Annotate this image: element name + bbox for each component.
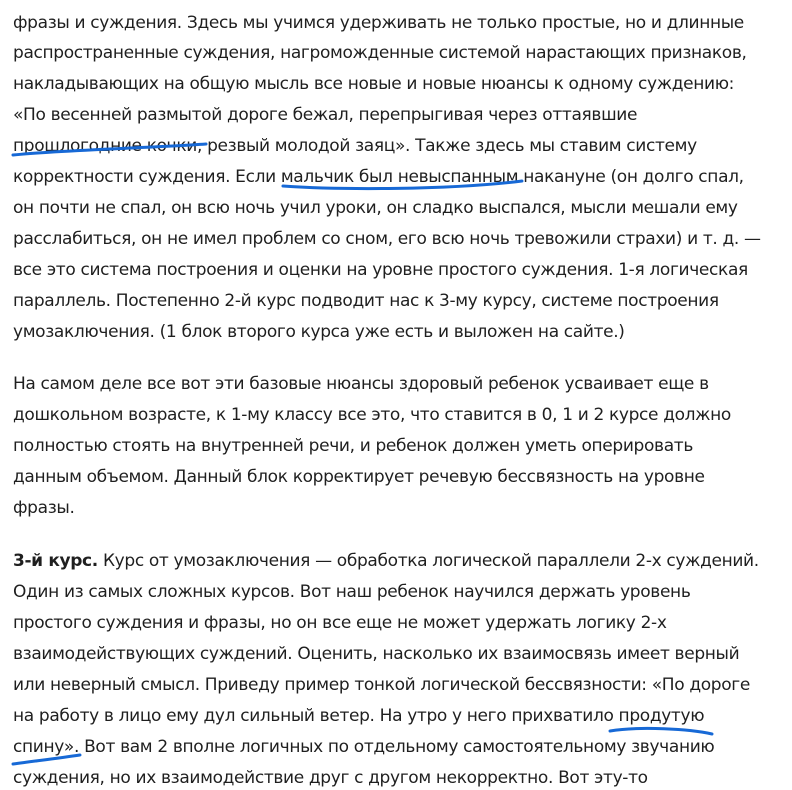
text-line: суждения, но их взаимодействие друг с другом некорректно. Вот эту-то [13,768,648,788]
text-line [13,550,759,572]
text-line: параллель. Постепенно 2-й курс подводит нас к 3-му курсу, системе построения [13,291,719,311]
text-line: накладывающих на общую мысль все новые и новые нюансы к одному суждению: [13,74,735,94]
underline-stroke-3 [610,728,712,734]
text-line: На самом деле все вот эти базовые нюансы здоровый ребенок усваивает еще в [13,374,709,394]
text-line: он почти не спал, он всю ночь учил уроки, он сладко выспался, мысли мешали ему [13,198,738,218]
text-line: корректности суждения. Если мальчик был невыспанным накануне (он долго спал, [13,167,744,187]
text-line: «По весенней размытой дороге бежал, перепрыгивая через оттаявшие [13,105,638,125]
text-line: дошкольном возрасте, к 1-му классу все это, что ставится в 0, 1 и 2 курсе должно [13,405,731,425]
heading-rest: Курс от умозаключения — обработка логической параллели 2-х суждений. [97,551,759,571]
text-line: распространенные суждения, нагроможденные системой нарастающих признаков, [13,43,747,63]
text-line: расслабиться, он не имел проблем со сном, его всю ночь тревожили страхи) и т. д. — [13,229,761,249]
text-line: или неверный смысл. Приведу пример тонкой логической бессвязности: «По дороге [13,675,750,695]
text-line: Один из самых сложных курсов. Вот наш ребенок научился держать уровень [13,582,691,602]
text-line: данным объемом. Данный блок корректирует речевую бессвязность на уровне [13,467,705,487]
text-line: все это система построения и оценки на уровне простого суждения. 1-я логическая [13,260,748,280]
text-line: на работу в лицо ему дул сильный ветер. На утро у него прихватило продутую [13,706,705,726]
text-line: прошлогодние кочки, резвый молодой заяц». Также здесь мы ставим систему [13,136,697,156]
text-line: взаимодействующих суждений. Оценить, насколько их взаимосвязь имеет верный [13,644,740,664]
text-line: спину». Вот вам 2 вполне логичных по отдельному самостоятельному звучанию [13,737,715,757]
text-line: умозаключения. (1 блок второго курса уже есть и выложен на сайте.) [13,322,625,342]
text-line: простого суждения и фразы, но он все еще не может удержать логику 2-х [13,613,667,633]
text-line: полностью стоять на внутренней речи, и ребенок должен уметь оперировать [13,436,693,456]
text-line: фразы и суждения. Здесь мы учимся удерживать не только простые, но и длинные [13,13,744,33]
text-line: фразы. [13,498,75,518]
course-heading: 3-й курс. [13,551,98,571]
top-crop-edge [0,0,792,7]
